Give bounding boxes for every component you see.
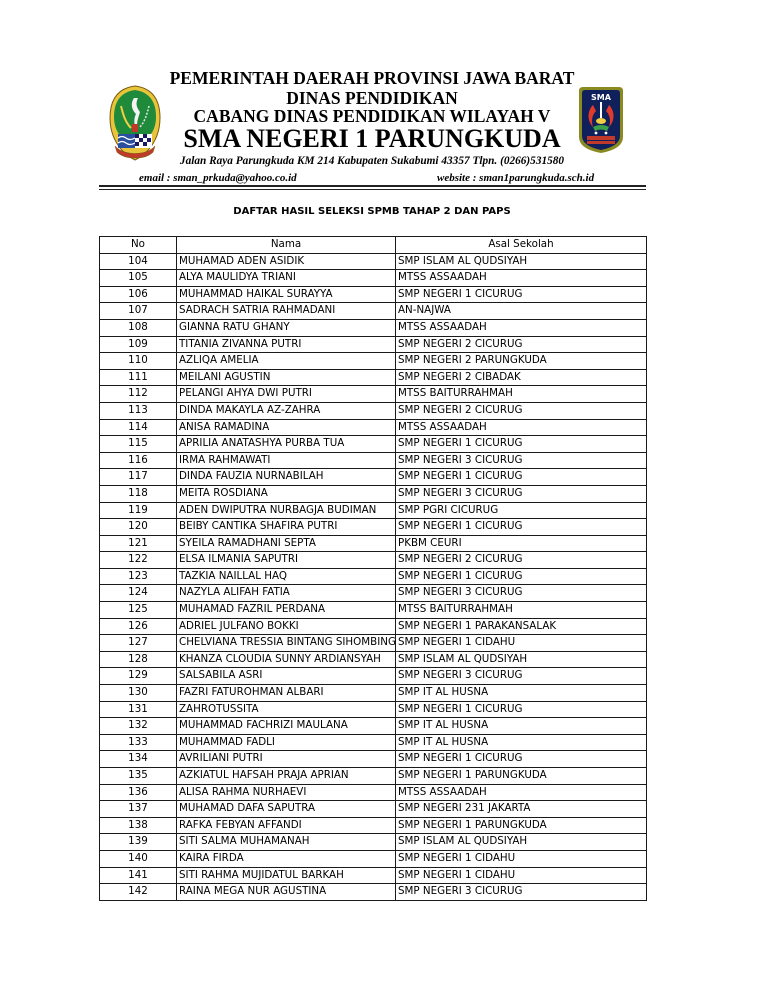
row-number: 109 (100, 336, 177, 353)
table-row (100, 768, 647, 785)
row-number: 135 (100, 768, 177, 785)
table-row (100, 751, 647, 768)
student-name: TAZKIA NAILLAL HAQ (177, 568, 396, 585)
student-name: MEITA ROSDIANA (177, 485, 396, 502)
row-number: 122 (100, 552, 177, 569)
table-row (100, 386, 647, 403)
student-name: RAFKA FEBYAN AFFANDI (177, 817, 396, 834)
row-number: 127 (100, 635, 177, 652)
origin-school: SMP NEGERI 2 CICURUG (396, 336, 647, 353)
student-name: SADRACH SATRIA RAHMADANI (177, 303, 396, 320)
row-number: 117 (100, 469, 177, 486)
table-row (100, 618, 647, 635)
table-row (100, 535, 647, 552)
origin-school: SMP NEGERI 1 PARUNGKUDA (396, 817, 647, 834)
table-row (100, 701, 647, 718)
origin-school: MTSS BAITURRAHMAH (396, 386, 647, 403)
student-name: ANISA RAMADINA (177, 419, 396, 436)
table-row (100, 469, 647, 486)
row-number: 124 (100, 585, 177, 602)
origin-school: SMP NEGERI 2 CIBADAK (396, 369, 647, 386)
origin-school: SMP NEGERI 3 CICURUG (396, 884, 647, 901)
table-row (100, 602, 647, 619)
table-row (100, 552, 647, 569)
student-name: DINDA FAUZIA NURNABILAH (177, 469, 396, 486)
student-name: IRMA RAHMAWATI (177, 452, 396, 469)
table-row (100, 336, 647, 353)
origin-school: MTSS BAITURRAHMAH (396, 602, 647, 619)
student-name: AVRILIANI PUTRI (177, 751, 396, 768)
student-name: BEIBY CANTIKA SHAFIRA PUTRI (177, 519, 396, 536)
origin-school: SMP IT AL HUSNA (396, 718, 647, 735)
origin-school: SMP NEGERI 2 CICURUG (396, 552, 647, 569)
student-name: PELANGI AHYA DWI PUTRI (177, 386, 396, 403)
table-row (100, 718, 647, 735)
origin-school: SMP NEGERI 1 CIDAHU (396, 850, 647, 867)
table-row (100, 867, 647, 884)
student-name: AZLIQA AMELIA (177, 353, 396, 370)
student-name: ALYA MAULIDYA TRIANI (177, 270, 396, 287)
origin-school: SMP NEGERI 3 CICURUG (396, 585, 647, 602)
letterhead-rule-thin (99, 189, 646, 190)
row-number: 131 (100, 701, 177, 718)
row-number: 123 (100, 568, 177, 585)
origin-school: SMP ISLAM AL QUDSIYAH (396, 651, 647, 668)
school-emblem-label: SMA (591, 93, 611, 102)
origin-school: MTSS ASSAADAH (396, 270, 647, 287)
table-row (100, 286, 647, 303)
row-number: 133 (100, 734, 177, 751)
row-number: 137 (100, 801, 177, 818)
origin-school: SMP NEGERI 1 PARUNGKUDA (396, 768, 647, 785)
origin-school: MTSS ASSAADAH (396, 784, 647, 801)
origin-school: SMP NEGERI 3 CICURUG (396, 668, 647, 685)
student-name: AZKIATUL HAFSAH PRAJA APRIAN (177, 768, 396, 785)
row-number: 136 (100, 784, 177, 801)
row-number: 116 (100, 452, 177, 469)
student-name: RAINA MEGA NUR AGUSTINA (177, 884, 396, 901)
origin-school: SMP PGRI CICURUG (396, 502, 647, 519)
origin-school: SMP NEGERI 2 PARUNGKUDA (396, 353, 647, 370)
table-row (100, 319, 647, 336)
student-name: APRILIA ANATASHYA PURBA TUA (177, 436, 396, 453)
row-number: 140 (100, 850, 177, 867)
row-number: 132 (100, 718, 177, 735)
table-row (100, 817, 647, 834)
student-name: SALSABILA ASRI (177, 668, 396, 685)
origin-school: PKBM CEURI (396, 535, 647, 552)
row-number: 114 (100, 419, 177, 436)
table-row (100, 452, 647, 469)
letterhead-department: DINAS PENDIDIKAN (286, 88, 458, 108)
student-name: GIANNA RATU GHANY (177, 319, 396, 336)
student-name: ADEN DWIPUTRA NURBAGJA BUDIMAN (177, 502, 396, 519)
row-number: 104 (100, 253, 177, 270)
student-name: KAIRA FIRDA (177, 850, 396, 867)
table-row (100, 270, 647, 287)
row-number: 141 (100, 867, 177, 884)
column-header-no: No (100, 237, 177, 254)
student-name: SITI RAHMA MUJIDATUL BARKAH (177, 867, 396, 884)
row-number: 107 (100, 303, 177, 320)
row-number: 119 (100, 502, 177, 519)
table-row (100, 519, 647, 536)
table-row (100, 784, 647, 801)
origin-school: MTSS ASSAADAH (396, 419, 647, 436)
row-number: 138 (100, 817, 177, 834)
row-number: 130 (100, 685, 177, 702)
student-name: KHANZA CLOUDIA SUNNY ARDIANSYAH (177, 651, 396, 668)
row-number: 120 (100, 519, 177, 536)
selection-results-table (99, 236, 647, 901)
row-number: 121 (100, 535, 177, 552)
table-row (100, 568, 647, 585)
student-name: ALISA RAHMA NURHAEVI (177, 784, 396, 801)
origin-school: SMP NEGERI 1 PARAKANSALAK (396, 618, 647, 635)
column-header-asal-sekolah: Asal Sekolah (396, 237, 647, 254)
row-number: 128 (100, 651, 177, 668)
origin-school: SMP NEGERI 1 CICURUG (396, 751, 647, 768)
table-row (100, 884, 647, 901)
student-name: MUHAMMAD HAIKAL SURAYYA (177, 286, 396, 303)
table-row (100, 834, 647, 851)
column-header-nama: Nama (177, 237, 396, 254)
student-name: CHELVIANA TRESSIA BINTANG SIHOMBING (177, 635, 396, 652)
student-name: MUHAMAD DAFA SAPUTRA (177, 801, 396, 818)
origin-school: SMP NEGERI 1 CICURUG (396, 436, 647, 453)
student-name: NAZYLA ALIFAH FATIA (177, 585, 396, 602)
origin-school: AN-NAJWA (396, 303, 647, 320)
origin-school: SMP NEGERI 1 CICURUG (396, 701, 647, 718)
letterhead-government: PEMERINTAH DAERAH PROVINSI JAWA BARAT (169, 68, 575, 88)
origin-school: SMP IT AL HUSNA (396, 734, 647, 751)
row-number: 112 (100, 386, 177, 403)
origin-school: SMP NEGERI 231 JAKARTA (396, 801, 647, 818)
student-name: DINDA MAKAYLA AZ-ZAHRA (177, 402, 396, 419)
table-row (100, 502, 647, 519)
table-row (100, 685, 647, 702)
school-emblem-icon (577, 85, 625, 155)
origin-school: SMP NEGERI 1 CICURUG (396, 286, 647, 303)
table-row (100, 369, 647, 386)
origin-school: SMP NEGERI 1 CICURUG (396, 568, 647, 585)
table-row (100, 585, 647, 602)
student-name: ZAHROTUSSITA (177, 701, 396, 718)
row-number: 111 (100, 369, 177, 386)
table-row (100, 850, 647, 867)
student-name: ELSA ILMANIA SAPUTRI (177, 552, 396, 569)
row-number: 105 (100, 270, 177, 287)
origin-school: SMP NEGERI 1 CIDAHU (396, 867, 647, 884)
student-name: MUHAMAD FAZRIL PERDANA (177, 602, 396, 619)
table-row (100, 801, 647, 818)
origin-school: SMP NEGERI 3 CICURUG (396, 452, 647, 469)
letterhead-address: Jalan Raya Parungkuda KM 214 Kabupaten Sukabumi 43357 Tlpn. (0266)531580 (179, 155, 565, 167)
table-row (100, 651, 647, 668)
table-row (100, 734, 647, 751)
row-number: 139 (100, 834, 177, 851)
student-name: MEILANI AGUSTIN (177, 369, 396, 386)
row-number: 142 (100, 884, 177, 901)
student-name: SYEILA RAMADHANI SEPTA (177, 535, 396, 552)
row-number: 108 (100, 319, 177, 336)
table-row (100, 402, 647, 419)
row-number: 115 (100, 436, 177, 453)
letterhead-branch: CABANG DINAS PENDIDIKAN WILAYAH V (193, 106, 551, 126)
letterhead-rule-thick (99, 185, 646, 187)
student-name: MUHAMMAD FADLI (177, 734, 396, 751)
letterhead-school-name: SMA NEGERI 1 PARUNGKUDA (183, 124, 561, 153)
row-number: 134 (100, 751, 177, 768)
student-name: MUHAMMAD FACHRIZI MAULANA (177, 718, 396, 735)
row-number: 129 (100, 668, 177, 685)
origin-school: SMP ISLAM AL QUDSIYAH (396, 253, 647, 270)
origin-school: SMP NEGERI 3 CICURUG (396, 485, 647, 502)
student-name: MUHAMAD ADEN ASIDIK (177, 253, 396, 270)
origin-school: SMP NEGERI 1 CICURUG (396, 469, 647, 486)
table-row (100, 485, 647, 502)
origin-school: SMP NEGERI 1 CICURUG (396, 519, 647, 536)
row-number: 118 (100, 485, 177, 502)
student-name: FAZRI FATUROHMAN ALBARI (177, 685, 396, 702)
table-row (100, 635, 647, 652)
origin-school: SMP NEGERI 2 CICURUG (396, 402, 647, 419)
table-row (100, 668, 647, 685)
origin-school: MTSS ASSAADAH (396, 319, 647, 336)
table-row (100, 353, 647, 370)
row-number: 125 (100, 602, 177, 619)
origin-school: SMP NEGERI 1 CIDAHU (396, 635, 647, 652)
origin-school: SMP IT AL HUSNA (396, 685, 647, 702)
row-number: 126 (100, 618, 177, 635)
row-number: 106 (100, 286, 177, 303)
row-number: 110 (100, 353, 177, 370)
table-row (100, 436, 647, 453)
letterhead-email: email : sman_prkuda@yahoo.co.id (139, 172, 297, 184)
student-name: SITI SALMA MUHAMANAH (177, 834, 396, 851)
document-title: DAFTAR HASIL SELEKSI SPMB TAHAP 2 DAN PAPS (233, 206, 511, 217)
table-row (100, 303, 647, 320)
table-row (100, 253, 647, 270)
student-name: TITANIA ZIVANNA PUTRI (177, 336, 396, 353)
student-name: ADRIEL JULFANO BOKKI (177, 618, 396, 635)
table-header-row (100, 237, 647, 254)
letterhead-website: website : sman1parungkuda.sch.id (437, 172, 595, 184)
row-number: 113 (100, 402, 177, 419)
origin-school: SMP ISLAM AL QUDSIYAH (396, 834, 647, 851)
table-row (100, 419, 647, 436)
